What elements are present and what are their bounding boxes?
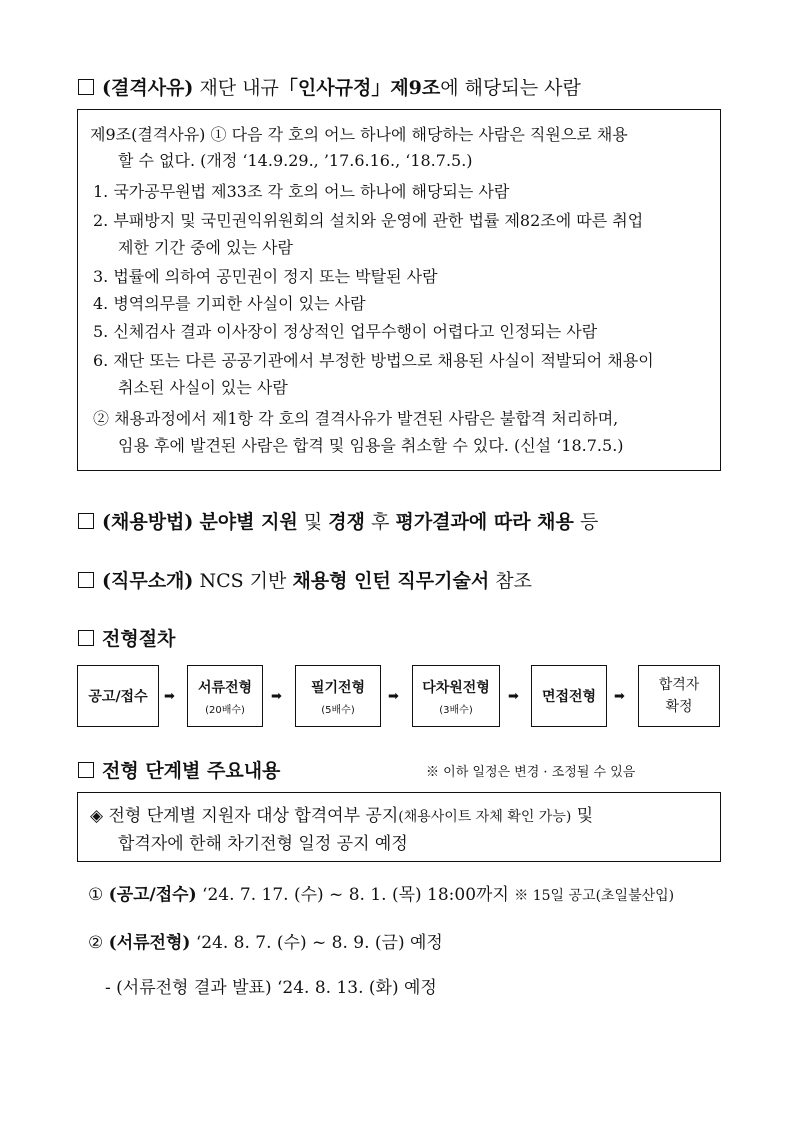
schedule-announce: ① (공고/접수) ‘24. 7. 17. (수) ~ 8. 1. (목) 18:00까지 ※ 15일 공고(초일불산입) — [88, 885, 675, 905]
checkbox-square-icon — [78, 762, 94, 778]
section-job-intro: (직무소개) NCS 기반 채용형 인턴 직무기술서 참조 — [78, 566, 532, 593]
notice-line-2: 합격자에 한해 차기전형 일정 공지 예정 — [118, 834, 408, 854]
article-line: 할 수 없다. (개정 ‘14.9.29., ’17.6.16., ‘18.7.5.) — [118, 151, 473, 170]
checkbox-square-icon — [78, 572, 94, 588]
arrow-right-icon: ➡ — [271, 689, 282, 704]
notice-box — [77, 792, 721, 862]
article-line: 5. 신체검사 결과 이사장이 정상적인 업무수행이 어렵다고 인정되는 사람 — [93, 322, 598, 341]
article-line: 임용 후에 발견된 사람은 합격 및 임용을 취소할 수 있다. (신설 ‘18.7.5.) — [118, 436, 624, 455]
article-line: 6. 재단 또는 다른 공공기관에서 부정한 방법으로 채용된 사실이 적발되어 채용이 — [93, 351, 654, 370]
article-line: 제한 기간 중에 있는 사람 — [118, 238, 293, 257]
section-selection-process: 전형절차 — [78, 624, 175, 651]
flow-step-announce: 공고/접수 — [77, 665, 159, 727]
arrow-right-icon: ➡ — [614, 689, 625, 704]
checkbox-square-icon — [78, 79, 94, 95]
arrow-right-icon: ➡ — [508, 689, 519, 704]
schedule-document: ② (서류전형) ‘24. 8. 7. (수) ~ 8. 9. (금) 예정 — [88, 933, 443, 953]
diamond-bullet-icon: ◈ — [90, 806, 104, 826]
checkbox-square-icon — [78, 513, 94, 529]
article-line: 3. 법률에 의하여 공민권이 정지 또는 박탈된 사람 — [93, 267, 438, 286]
notice-line-1: ◈ 전형 단계별 지원자 대상 합격여부 공지(채용사이트 자체 확인 가능) 및 — [90, 806, 594, 826]
section-stage-details: 전형 단계별 주요내용 — [78, 756, 280, 783]
article-box — [77, 109, 721, 471]
article-line: 제9조(결격사유) ① 다음 각 호의 어느 하나에 해당하는 사람은 직원으로 채용 — [90, 125, 628, 144]
flow-step-document: 서류전형 (20배수) — [187, 665, 263, 727]
flow-step-multidimensional: 다차원전형 (3배수) — [412, 665, 500, 727]
article-line: ② 채용과정에서 제1항 각 호의 결격사유가 발견된 사람은 불합격 처리하며, — [93, 409, 619, 428]
flow-step-interview: 면접전형 — [531, 665, 607, 727]
article-line: 취소된 사실이 있는 사람 — [118, 378, 288, 397]
article-line: 4. 병역의무를 기피한 사실이 있는 사람 — [93, 294, 366, 313]
flow-step-written: 필기전형 (5배수) — [295, 665, 381, 727]
section-disqualification-heading: (결격사유) 재단 내규「인사규정」제9조에 해당되는 사람 — [78, 73, 581, 100]
flow-step-final: 합격자 확정 — [638, 665, 720, 727]
arrow-right-icon: ➡ — [388, 689, 399, 704]
schedule-change-note: ※ 이하 일정은 변경 · 조정될 수 있음 — [426, 765, 636, 780]
arrow-right-icon: ➡ — [164, 689, 175, 704]
checkbox-square-icon — [78, 630, 94, 646]
article-line: 1. 국가공무원법 제33조 각 호의 어느 하나에 해당되는 사람 — [93, 182, 510, 201]
schedule-document-result: - (서류전형 결과 발표) ‘24. 8. 13. (화) 예정 — [105, 978, 437, 998]
article-line: 2. 부패방지 및 국민권익위원회의 설치와 운영에 관한 법률 제82조에 따른 취업 — [93, 211, 644, 230]
section-hiring-method: (채용방법) 분야별 지원 및 경쟁 후 평가결과에 따라 채용 등 — [78, 507, 598, 534]
